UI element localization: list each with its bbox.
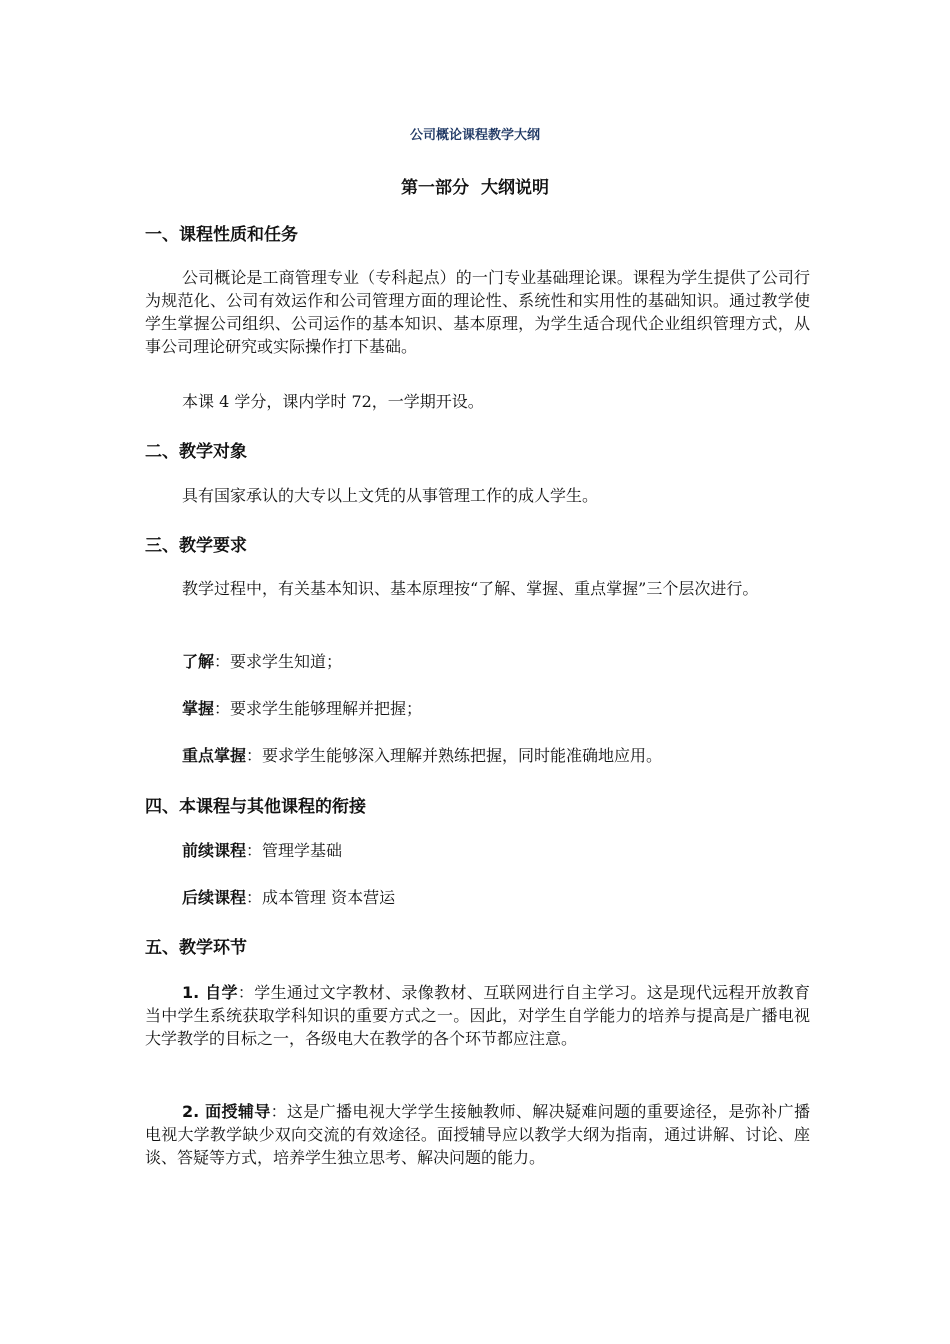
level-description: 要求学生能够理解并把握； [230, 699, 423, 718]
level-term: 重点掌握 [182, 746, 247, 765]
section-heading-requirements: 三、教学要求 [145, 536, 247, 556]
follow-up-separator: ： [246, 888, 263, 907]
self-study-paragraph [145, 981, 810, 1050]
tutoring-lead: 2. 面授辅导 [182, 1102, 271, 1121]
prerequisite-value: 管理学基础 [262, 841, 343, 860]
follow-up-label: 后续课程 [182, 888, 247, 907]
self-study-text: 学生通过文字教材、录像教材、互联网进行自主学习。这是现代远程开放教育当中学生系统获取学科知识的重要方式之一。因此，对学生自学能力的培养与提高是广播电视大学教学的目标之一，各级电大在教学的各个环节都应注意。 [145, 983, 810, 1048]
tutoring-paragraph [145, 1100, 810, 1169]
level-master-line [182, 697, 810, 720]
audience-paragraph: 具有国家承认的大专以上文凭的从事管理工作的成人学生。 [182, 486, 599, 505]
course-nature-paragraph: 公司概论是工商管理专业（专科起点）的一门专业基础理论课。课程为学生提供了公司行为规范化、公司有效运作和公司管理方面的理论性、系统性和实用性的基础知识。通过教学使学生掌握公司组织、公司运作的基本知识、基本原理，为学生适合现代企业组织管理方式，从事公司理论研究或实际操作打下基础。 [145, 268, 810, 356]
level-understand-line [182, 650, 810, 673]
section-heading-teaching-links: 五、教学环节 [145, 938, 247, 958]
level-description: 要求学生能够深入理解并熟练把握，同时能准确地应用。 [262, 746, 663, 765]
part-title: 第一部分 大纲说明 [401, 178, 549, 198]
self-study-lead: 1. 自学 [182, 983, 238, 1002]
level-term: 掌握 [182, 699, 215, 718]
level-separator: ： [214, 699, 231, 718]
credits-paragraph: 本课 4 学分，课内学时 72，一学期开设。 [182, 392, 484, 411]
document-title: 公司概论课程教学大纲 [409, 128, 540, 143]
section-heading-course-nature: 一、课程性质和任务 [145, 225, 298, 245]
section-heading-audience: 二、教学对象 [145, 442, 247, 462]
prerequisite-separator: ： [246, 841, 263, 860]
level-description: 要求学生知道； [230, 652, 343, 671]
tutoring-separator: ： [270, 1102, 287, 1121]
tutoring-text: 这是广播电视大学学生接触教师、解决疑难问题的重要途径，是弥补广播电视大学教学缺少双向交流的有效途径。面授辅导应以教学大纲为指南，通过讲解、讨论、座谈、答疑等方式，培养学生独立思考、解决问题的能力。 [145, 1102, 810, 1167]
level-key-master-line [182, 744, 810, 767]
section-heading-course-links: 四、本课程与其他课程的衔接 [145, 797, 366, 817]
follow-up-course-line [182, 886, 810, 909]
level-separator: ： [246, 746, 263, 765]
follow-up-value: 成本管理 资本营运 [262, 888, 396, 907]
level-separator: ： [214, 652, 231, 671]
self-study-separator: ： [237, 983, 255, 1002]
prerequisite-course-line [182, 839, 810, 862]
level-term: 了解 [182, 652, 215, 671]
prerequisite-label: 前续课程 [182, 841, 247, 860]
requirements-paragraph: 教学过程中，有关基本知识、基本原理按“了解、掌握、重点掌握”三个层次进行。 [182, 579, 759, 598]
